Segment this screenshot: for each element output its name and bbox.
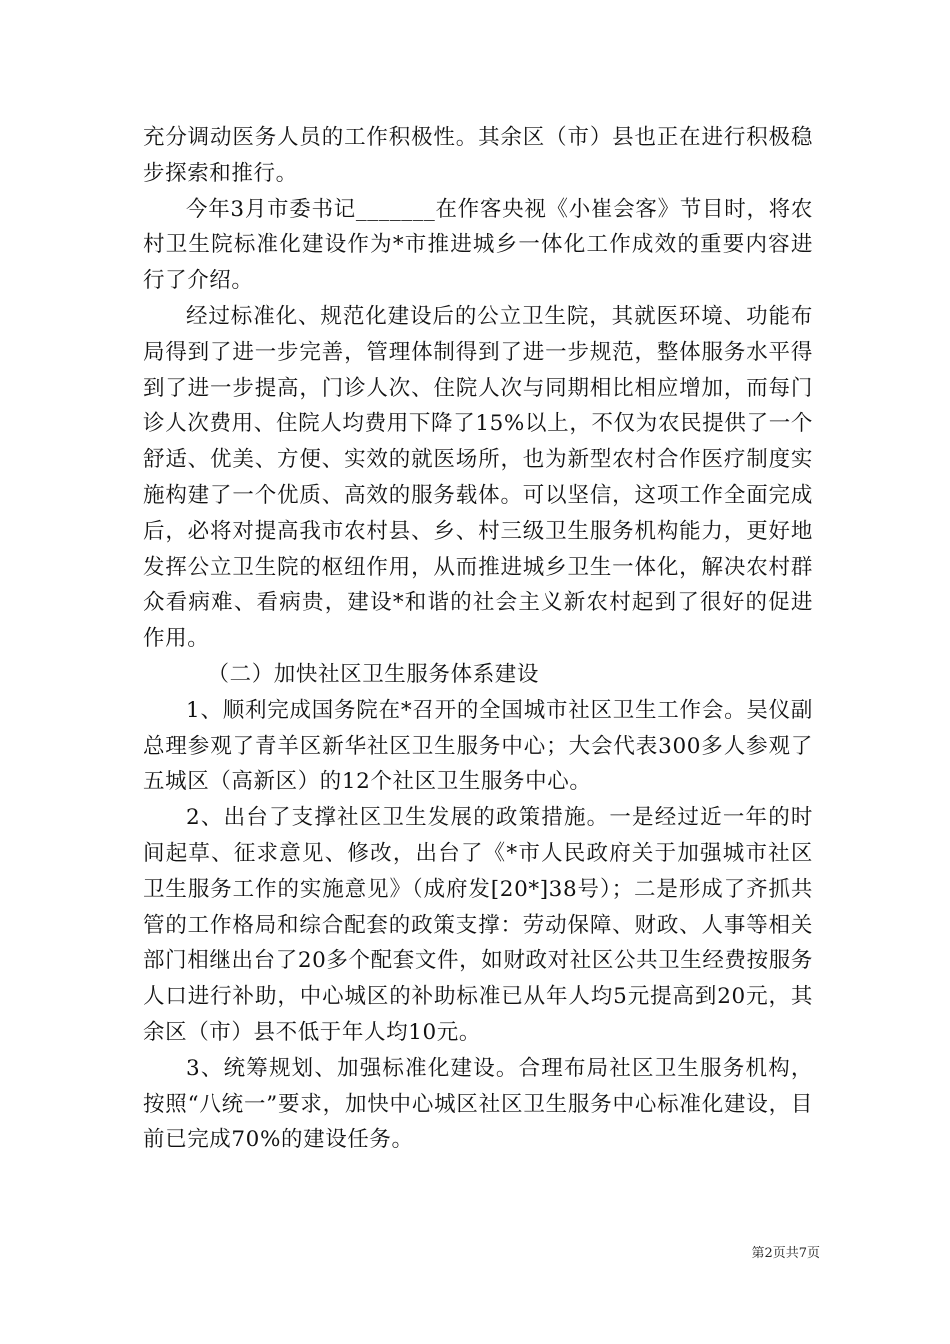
paragraph-secretary-interview: 今年3月市委书记_______在作客央视《小崔会客》节目时，将农村卫生院标准化建设作为*市推进城乡一体化工作成效的重要内容进行了介绍。 xyxy=(143,196,813,294)
document-body xyxy=(143,120,813,1158)
page-number-footer: 第2页共7页 xyxy=(751,1246,820,1261)
paragraph-item-2: 2、出台了支撑社区卫生发展的政策措施。一是经过近一年的时间起草、征求意见、修改，出台了《*市人民政府关于加强城市社区卫生服务工作的实施意见》（成府发[20*]38号）；二是形成了齐抓共管的工作格局和综合配套的政策支撑：劳动保障、财政、人事等相关部门相继出台了20多个配套文件，如财政对社区公共卫生经费按服务人口进行补助，中心城区的补助标准已从年人均5元提高到20元，其余区（市）县不低于年人均10元。 xyxy=(143,805,813,1045)
paragraph-item-1: 1、顺利完成国务院在*召开的全国城市社区卫生工作会。吴仪副总理参观了青羊区新华社区卫生服务中心；大会代表300多人参观了五城区（高新区）的12个社区卫生服务中心。 xyxy=(143,697,813,795)
paragraph-item-3: 3、统筹规划、加强标准化建设。合理布局社区卫生服务机构，按照“八统一”要求，加快中心城区社区卫生服务中心标准化建设，目前已完成70%的建设任务。 xyxy=(143,1055,813,1153)
section-heading: （二）加快社区卫生服务体系建设 xyxy=(207,661,540,687)
paragraph-hospital-standardization: 经过标准化、规范化建设后的公立卫生院，其就医环境、功能布局得到了进一步完善，管理体制得到了进一步规范，整体服务水平得到了进一步提高，门诊人次、住院人次与同期相比相应增加，而每门诊人次费用、住院人均费用下降了15%以上，不仅为农民提供了一个舒适、优美、方便、实效的就医场所，也为新型农村合作医疗制度实施构建了一个优质、高效的服务载体。可以坚信，这项工作全面完成后，必将对提高我市农村县、乡、村三级卫生服务机构能力，更好地发挥公立卫生院的枢纽作用，从而推进城乡卫生一体化，解决农村群众看病难、看病贵，建设*和谐的社会主义新农村起到了很好的促进作用。 xyxy=(143,303,813,652)
paragraph-continuation: 充分调动医务人员的工作积极性。其余区（市）县也正在进行积极稳步探索和推行。 xyxy=(143,125,813,186)
